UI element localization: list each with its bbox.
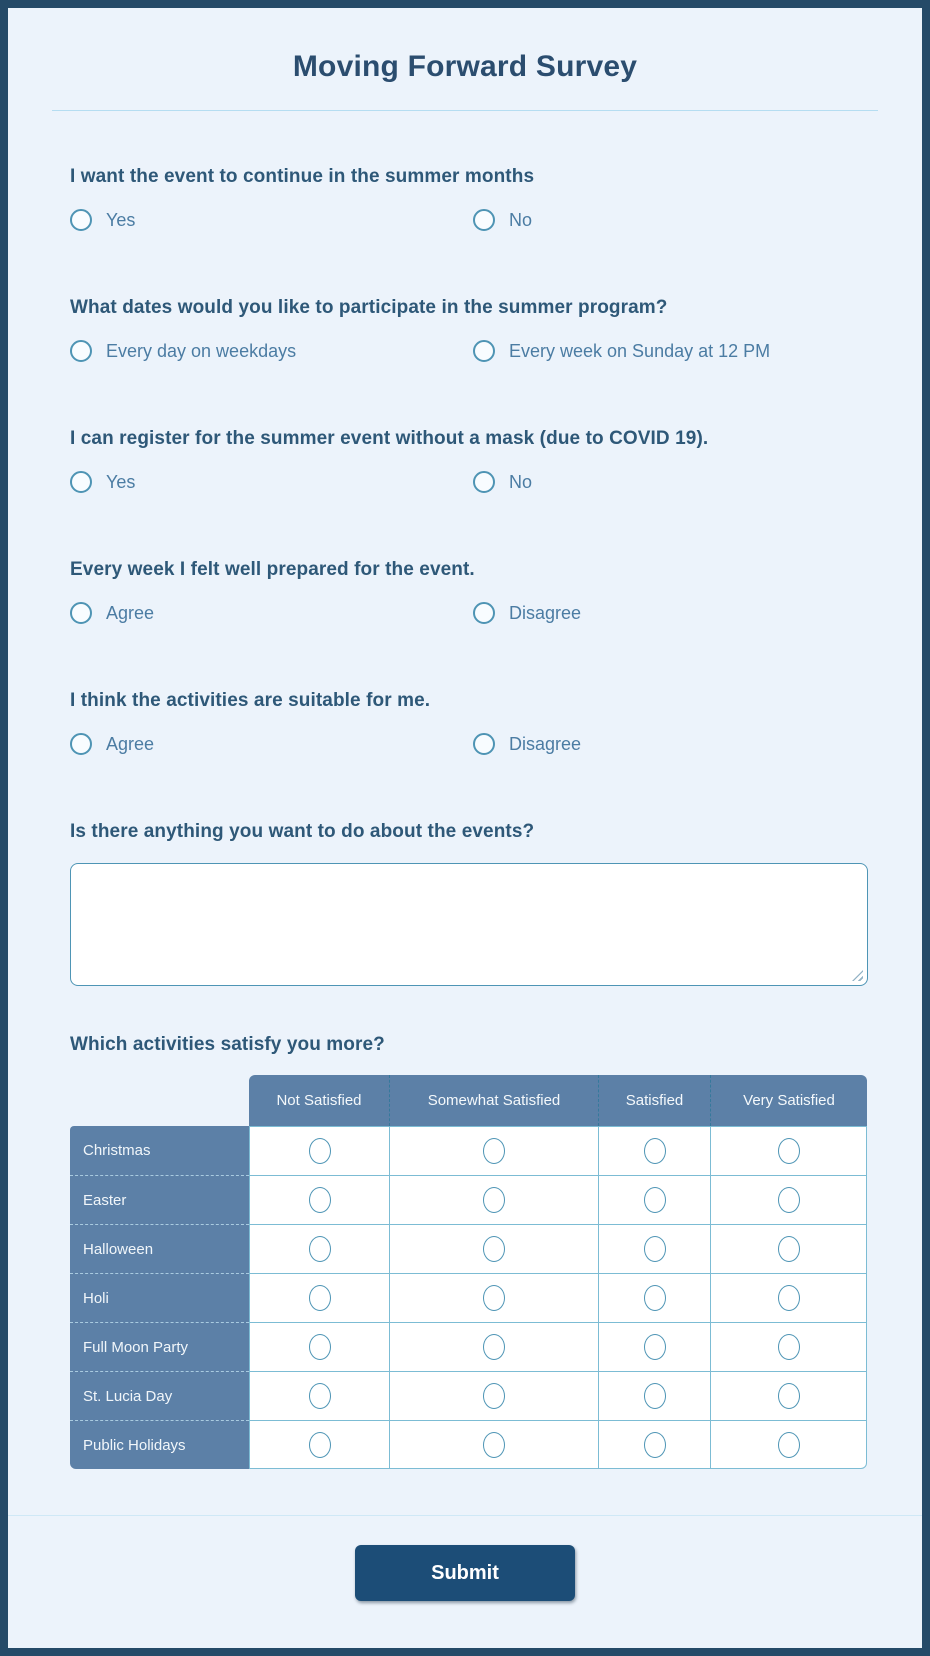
radio-button-icon[interactable] bbox=[70, 602, 92, 624]
radio-option[interactable] bbox=[70, 209, 473, 231]
radio-button-icon[interactable] bbox=[309, 1138, 331, 1164]
matrix-radio-cell[interactable] bbox=[598, 1322, 710, 1371]
radio-button-icon[interactable] bbox=[483, 1432, 505, 1458]
matrix-radio-cell[interactable] bbox=[389, 1420, 598, 1469]
matrix-radio-cell[interactable] bbox=[389, 1126, 598, 1175]
radio-option[interactable] bbox=[473, 209, 532, 231]
option-label: Every day on weekdays bbox=[106, 340, 297, 361]
matrix-radio-cell[interactable] bbox=[598, 1224, 710, 1273]
matrix-row-label: Halloween bbox=[70, 1224, 249, 1273]
radio-button-icon[interactable] bbox=[309, 1432, 331, 1458]
radio-button-icon[interactable] bbox=[473, 733, 495, 755]
matrix-radio-cell[interactable] bbox=[598, 1371, 710, 1420]
submit-row bbox=[8, 1545, 922, 1601]
radio-option[interactable] bbox=[473, 340, 770, 362]
radio-button-icon[interactable] bbox=[473, 209, 495, 231]
question-label: Is there anything you want to do about the events? bbox=[70, 821, 535, 842]
question-block-7 bbox=[70, 1032, 868, 1469]
radio-button-icon[interactable] bbox=[70, 733, 92, 755]
matrix-radio-cell[interactable] bbox=[710, 1175, 867, 1224]
textarea-wrapper bbox=[70, 863, 868, 986]
option-label: Agree bbox=[106, 733, 155, 754]
options-row bbox=[70, 339, 868, 363]
radio-option[interactable] bbox=[70, 340, 473, 362]
question-label: What dates would you like to participate in the summer program? bbox=[70, 297, 668, 318]
matrix-row-label: Full Moon Party bbox=[70, 1322, 249, 1371]
matrix-radio-cell[interactable] bbox=[598, 1126, 710, 1175]
question-label: I want the event to continue in the summer months bbox=[70, 166, 535, 187]
radio-option[interactable] bbox=[473, 471, 532, 493]
matrix-radio-cell[interactable] bbox=[389, 1224, 598, 1273]
radio-button-icon[interactable] bbox=[644, 1138, 666, 1164]
radio-button-icon[interactable] bbox=[778, 1432, 800, 1458]
matrix-row-label: St. Lucia Day bbox=[70, 1371, 249, 1420]
question-block-2 bbox=[70, 295, 868, 363]
question-block-6 bbox=[70, 819, 868, 986]
option-label: Yes bbox=[106, 209, 136, 230]
matrix-radio-cell[interactable] bbox=[249, 1224, 389, 1273]
matrix-header-cell: Very Satisfied bbox=[710, 1075, 867, 1126]
form-surface bbox=[8, 8, 922, 1648]
matrix-radio-cell[interactable] bbox=[389, 1322, 598, 1371]
matrix-radio-cell[interactable] bbox=[710, 1371, 867, 1420]
matrix-radio-cell[interactable] bbox=[598, 1175, 710, 1224]
matrix-radio-cell[interactable] bbox=[710, 1126, 867, 1175]
question-block-5 bbox=[70, 688, 868, 756]
matrix-radio-cell[interactable] bbox=[710, 1420, 867, 1469]
radio-button-icon[interactable] bbox=[473, 602, 495, 624]
matrix-radio-cell[interactable] bbox=[598, 1420, 710, 1469]
radio-option[interactable] bbox=[473, 602, 581, 624]
radio-button-icon[interactable] bbox=[483, 1187, 505, 1213]
radio-button-icon[interactable] bbox=[644, 1187, 666, 1213]
radio-button-icon[interactable] bbox=[483, 1285, 505, 1311]
radio-button-icon[interactable] bbox=[644, 1432, 666, 1458]
matrix-corner-cell bbox=[70, 1075, 249, 1126]
options-row bbox=[70, 470, 868, 494]
matrix-radio-cell[interactable] bbox=[249, 1175, 389, 1224]
radio-button-icon[interactable] bbox=[473, 340, 495, 362]
matrix-radio-cell[interactable] bbox=[710, 1224, 867, 1273]
radio-button-icon[interactable] bbox=[778, 1138, 800, 1164]
matrix-header-cell: Somewhat Satisfied bbox=[389, 1075, 598, 1126]
radio-button-icon[interactable] bbox=[70, 471, 92, 493]
radio-button-icon[interactable] bbox=[309, 1334, 331, 1360]
option-label: No bbox=[509, 209, 533, 230]
radio-button-icon[interactable] bbox=[309, 1187, 331, 1213]
matrix-radio-cell[interactable] bbox=[598, 1273, 710, 1322]
radio-button-icon[interactable] bbox=[778, 1187, 800, 1213]
radio-button-icon[interactable] bbox=[644, 1334, 666, 1360]
radio-button-icon[interactable] bbox=[778, 1383, 800, 1409]
comments-textarea[interactable] bbox=[70, 863, 868, 986]
matrix-radio-cell[interactable] bbox=[389, 1273, 598, 1322]
radio-button-icon[interactable] bbox=[309, 1383, 331, 1409]
matrix-row-label: Public Holidays bbox=[70, 1420, 249, 1469]
form-title: Moving Forward Survey bbox=[292, 50, 638, 83]
options-row bbox=[70, 601, 868, 625]
matrix-row-label: Easter bbox=[70, 1175, 249, 1224]
question-label: Every week I felt well prepared for the event. bbox=[70, 559, 475, 580]
matrix-radio-cell[interactable] bbox=[249, 1273, 389, 1322]
option-label: Agree bbox=[106, 602, 155, 623]
matrix-radio-cell[interactable] bbox=[249, 1322, 389, 1371]
options-row bbox=[70, 732, 868, 756]
matrix-radio-cell[interactable] bbox=[249, 1420, 389, 1469]
option-label: Every week on Sunday at 12 PM bbox=[509, 340, 771, 361]
question-block-3 bbox=[70, 426, 868, 494]
matrix-row-label: Holi bbox=[70, 1273, 249, 1322]
radio-option[interactable] bbox=[70, 471, 473, 493]
radio-option[interactable] bbox=[70, 602, 473, 624]
radio-button-icon[interactable] bbox=[778, 1285, 800, 1311]
radio-button-icon[interactable] bbox=[483, 1334, 505, 1360]
question-label: I can register for the summer event without a mask (due to COVID 19). bbox=[70, 428, 709, 449]
radio-button-icon[interactable] bbox=[778, 1334, 800, 1360]
matrix-radio-cell[interactable] bbox=[249, 1371, 389, 1420]
matrix-radio-cell[interactable] bbox=[710, 1273, 867, 1322]
submit-button[interactable]: Submit bbox=[355, 1545, 575, 1601]
question-label: I think the activities are suitable for me. bbox=[70, 690, 431, 711]
options-row bbox=[70, 208, 868, 232]
radio-button-icon[interactable] bbox=[70, 340, 92, 362]
matrix-radio-cell[interactable] bbox=[710, 1322, 867, 1371]
radio-button-icon[interactable] bbox=[644, 1285, 666, 1311]
radio-option[interactable] bbox=[70, 733, 473, 755]
matrix-header-cell: Not Satisfied bbox=[249, 1075, 389, 1126]
radio-button-icon[interactable] bbox=[483, 1138, 505, 1164]
option-label: No bbox=[509, 471, 533, 492]
radio-option[interactable] bbox=[473, 733, 581, 755]
radio-button-icon[interactable] bbox=[309, 1285, 331, 1311]
radio-button-icon[interactable] bbox=[644, 1236, 666, 1262]
radio-button-icon[interactable] bbox=[483, 1383, 505, 1409]
radio-button-icon[interactable] bbox=[70, 209, 92, 231]
matrix-radio-cell[interactable] bbox=[249, 1126, 389, 1175]
question-block-4 bbox=[70, 557, 868, 625]
question-label: Which activities satisfy you more? bbox=[70, 1034, 385, 1055]
matrix-radio-cell[interactable] bbox=[389, 1175, 598, 1224]
title-divider bbox=[52, 110, 878, 111]
matrix-radio-cell[interactable] bbox=[389, 1371, 598, 1420]
question-block-1 bbox=[70, 164, 868, 232]
option-label: Disagree bbox=[509, 733, 582, 754]
matrix-table bbox=[70, 1075, 867, 1469]
option-label: Disagree bbox=[509, 602, 582, 623]
radio-button-icon[interactable] bbox=[644, 1383, 666, 1409]
footer-divider bbox=[8, 1515, 922, 1516]
form-content bbox=[8, 49, 922, 1469]
matrix-header-cell: Satisfied bbox=[598, 1075, 710, 1126]
radio-button-icon[interactable] bbox=[778, 1236, 800, 1262]
radio-button-icon[interactable] bbox=[473, 471, 495, 493]
option-label: Yes bbox=[106, 471, 136, 492]
radio-button-icon[interactable] bbox=[309, 1236, 331, 1262]
matrix-row-label: Christmas bbox=[70, 1126, 249, 1175]
radio-button-icon[interactable] bbox=[483, 1236, 505, 1262]
